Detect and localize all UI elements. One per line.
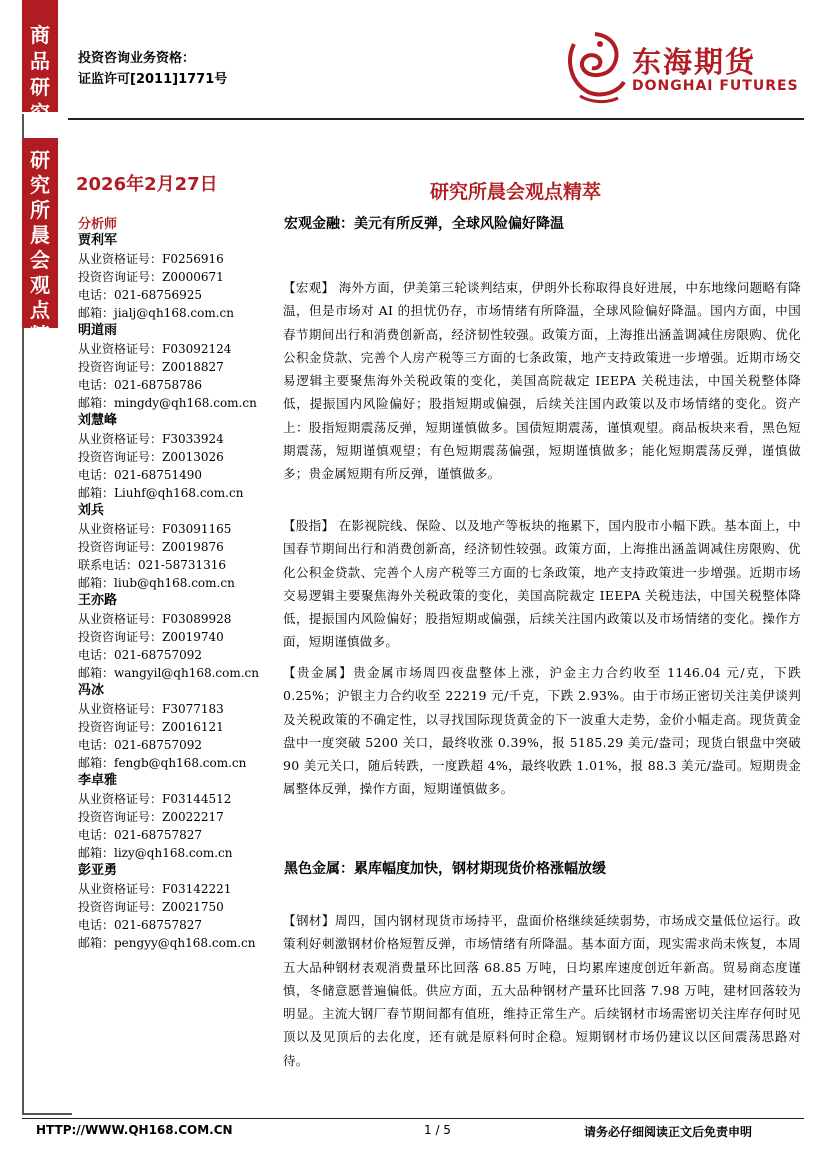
analysts-heading: 分析师 [78,217,118,232]
company-logo [560,22,804,112]
qualification-block [78,48,227,90]
analyst-block [78,412,278,502]
analyst-email[interactable]: 邮箱：lizy@qh168.com.cn [78,846,233,860]
analyst-info-line: 投资咨询证号：Z0013026 [78,450,224,464]
category-tag: 商 品 研 究 [22,0,58,112]
analyst-email[interactable]: 邮箱：wangyil@qh168.com.cn [78,666,260,680]
analyst-name: 冯冰 [78,683,105,698]
logo-en-text: DONGHAI FUTURES [632,78,799,94]
analyst-email[interactable]: 邮箱：jialj@qh168.com.cn [78,306,234,320]
analyst-email[interactable]: 邮箱：fengb@qh168.com.cn [78,756,247,770]
analyst-info-line: 电话：021-68757092 [78,738,203,752]
analyst-info-line: 从业资格证号：F0256916 [78,252,224,266]
side-frame-bottom [22,1113,72,1115]
analyst-info-line: 从业资格证号：F03091165 [78,522,232,536]
analyst-info-line: 投资咨询证号：Z0000671 [78,270,224,284]
analyst-info-line: 电话：021-68758786 [78,378,203,392]
paragraph-steel: 【钢材】周四，国内钢材现货市场持平，盘面价格继续延续弱势，市场成交量低位运行。政策利好刺激钢材价格短暂反弹，市场情绪有所降温。基本面方面，现实需求尚未恢复，本周五大品种钢材表观消费量环比回落 68.85 万吨，日均累库速度创近年新高。贸易商态度谨慎，冬储意愿普遍偏低。供应方面，五大品种钢材产量环比回落 7.98 万吨，建材回落较为明显。主流大钢厂春节期间都有值班，维持正常生产。后续钢材市场需密切关注库存何时见顶以及见顶后的去化度，还有就是原料何时企稳。短期钢材市场仍建议以区间震荡思路对待。 [283,913,801,1068]
header-divider [68,118,804,120]
logo-cn-text: 东海期货 [632,45,757,79]
analyst-info-line: 从业资格证号：F3077183 [78,702,224,716]
paragraph-precious-metals: 【贵金属】贵金属市场周四夜盘整体上涨，沪金主力合约收至 1146.04 元/克，下跌 0.25%；沪银主力合约收至 22219 元/千克，下跌 2.93%。由于市场正密切关注美伊谈判及关税政策的不确定性，以寻找国际现货黄金的下一波重大走势，金价小幅走高。现货黄金盘中一度突破 5200 关口，最终收涨 0.39%，报 5185.29 美元/盎司；现货白银盘中突破 90 美元关口，随后转跌，一度跌超 4%，最终收跌 1.01%，报 88.3 美元/盎司。短期贵金属整体反弹，操作方面，短期谨慎做多。 [283,665,801,797]
analyst-info-line: 从业资格证号：F03144512 [78,792,232,806]
analyst-info-line: 投资咨询证号：Z0022217 [78,810,224,824]
analyst-info-line: 投资咨询证号：Z0019740 [78,630,224,644]
dragon-logo-icon [560,26,630,106]
analyst-info-line: 从业资格证号：F03089928 [78,612,232,626]
analyst-info-line: 电话：021-68757827 [78,828,203,842]
analyst-info-line: 投资咨询证号：Z0016121 [78,720,224,734]
analyst-email[interactable]: 邮箱：mingdy@qh168.com.cn [78,396,257,410]
analyst-name: 贾利军 [78,233,118,248]
qualification-line-1: 投资咨询业务资格： [78,51,196,66]
analyst-block [78,592,278,682]
disclaimer-note: 请务必仔细阅读正文后免责申明 [584,1125,753,1139]
analyst-block [78,322,278,412]
analyst-block [78,502,278,592]
analyst-email[interactable]: 邮箱：pengyy@qh168.com.cn [78,936,256,950]
paragraph-index: 【股指】 在影视院线、保险、以及地产等板块的拖累下，国内股市小幅下跌。基本面上，中国春节期间出行和消费创新高，经济韧性较强。政策方面，上海推出涵盖调减住房限购、优化公积金贷款、完善个人房产税等三方面的七条政策，地产支持政策进一步增强。近期市场交易逻辑主要聚焦海外关税政策的变化，美国高院裁定 IEEPA 关税违法，中国关税整体降低，提振国内风险偏好；股指短期或偏强，后续关注国内政策以及市场情绪的变化。操作方面，短期谨慎做多。 [283,518,801,650]
analyst-name: 刘慧峰 [78,413,118,428]
analyst-name: 刘兵 [78,503,105,518]
analyst-name: 李卓雅 [78,773,118,788]
analysts-list [78,232,278,952]
analyst-info-line: 电话：021-68756925 [78,288,203,302]
analyst-info-line: 从业资格证号：F3033924 [78,432,224,446]
analyst-email[interactable]: 邮箱：liub@qh168.com.cn [78,576,235,590]
analyst-info-line: 投资咨询证号：Z0021750 [78,900,224,914]
paragraph-macro: 【宏观】 海外方面，伊美第三轮谈判结束，伊朗外长称取得良好进展，中东地缘问题略有降温，但是市场对 AI 的担忧仍存，市场情绪有所降温，全球风险偏好降温。国内方面，中国春节期间出行和消费创新高，经济韧性较强。政策方面，上海推出涵盖调减住房限购、优化公积金贷款、完善个人房产税等三方面的七条政策，地产支持政策进一步增强。近期市场交易逻辑主要聚焦海外关税政策的变化，美国高院裁定 IEEPA 关税违法，中国关税整体降低，提振国内风险偏好；股指短期或偏强，后续关注国内政策以及市场情绪的变化。资产上：股指短期震荡反弹，短期谨慎做多。国债短期震荡，谨慎观望。商品板块来看，黑色短期震荡，短期谨慎观望；有色短期震荡偏强，短期谨慎做多；能化短期震荡反弹，谨慎做多；贵金属短期有所反弹，谨慎做多。 [283,280,801,482]
qualification-line-2: 证监许可[2011]1771号 [78,72,228,87]
analyst-block [78,772,278,862]
footer-url-link[interactable]: HTTP://WWW.QH168.COM.CN [36,1123,233,1137]
analyst-block [78,862,278,952]
section-title-ferrous: 黑色金属：累库幅度加快，钢材期现货价格涨幅放缓 [284,861,606,877]
analyst-info-line: 电话：021-68757092 [78,648,203,662]
analyst-info-line: 投资咨询证号：Z0018827 [78,360,224,374]
report-date: 2026年2月27日 [76,174,218,195]
analyst-name: 王亦路 [78,593,118,608]
analyst-block [78,232,278,322]
analyst-info-line: 投资咨询证号：Z0019876 [78,540,224,554]
footer-divider [22,1118,804,1119]
report-type-tag: 研 究 所 晨 会 观 点 精 萃 [22,138,58,328]
analyst-info-line: 从业资格证号：F03092124 [78,342,232,356]
page-title: 研究所晨会观点精萃 [430,181,602,203]
analyst-info-line: 电话：021-68751490 [78,468,203,482]
analyst-name: 彭亚勇 [78,863,118,878]
analyst-info-line: 电话：021-68757827 [78,918,203,932]
analyst-name: 明道雨 [78,323,118,338]
analyst-info-line: 从业资格证号：F03142221 [78,882,232,896]
analyst-block [78,682,278,772]
page-number: 1 / 5 [424,1123,451,1137]
section-title-macro: 宏观金融：美元有所反弹，全球风险偏好降温 [284,216,564,232]
analyst-info-line: 联系电话：021-58731316 [78,558,227,572]
analyst-email[interactable]: 邮箱：Liuhf@qh168.com.cn [78,486,244,500]
